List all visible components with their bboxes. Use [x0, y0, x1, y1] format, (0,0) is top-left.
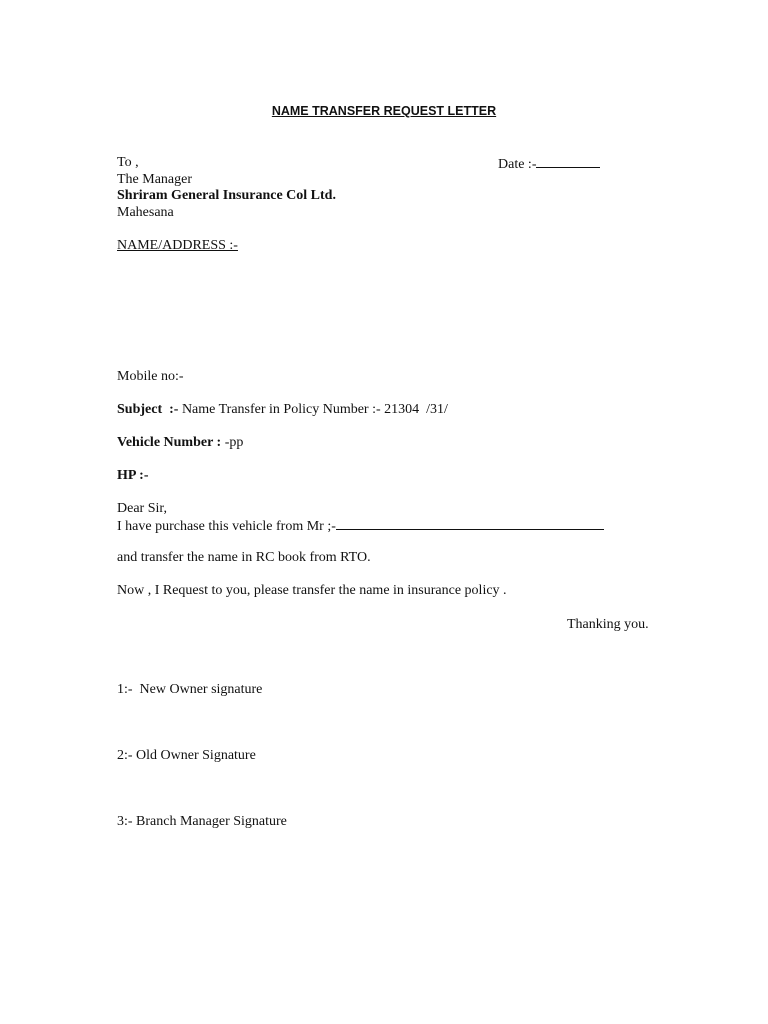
recipient-city: Mahesana: [117, 205, 174, 220]
hp-label: HP :-: [117, 468, 149, 483]
name-address-label: NAME/ADDRESS :-: [117, 238, 238, 253]
date-label: Date :-: [498, 157, 537, 172]
letter-title: NAME TRANSFER REQUEST LETTER: [271, 104, 497, 118]
recipient-company: Shriram General Insurance Col Ltd.: [117, 188, 336, 203]
rc-transfer-text: and transfer the name in RC book from RTO.: [117, 550, 371, 565]
subject-line: [117, 401, 448, 418]
salutation: Dear Sir,: [117, 501, 167, 516]
vehicle-number-value: -pp: [221, 435, 244, 450]
to-line: To ,: [117, 155, 139, 170]
request-text: Now , I Request to you, please transfer the name in insurance policy .: [117, 583, 507, 598]
recipient-title: The Manager: [117, 172, 193, 187]
branch-manager-signature-label: 3:- Branch Manager Signature: [117, 814, 287, 829]
seller-name-blank-line: [336, 516, 604, 530]
date-blank-line: [536, 154, 600, 168]
vehicle-number-label: Vehicle Number :: [117, 435, 222, 450]
mobile-label: Mobile no:-: [117, 369, 184, 384]
subject-label: Subject :-: [117, 402, 179, 417]
thanking-you: Thanking you.: [567, 617, 649, 632]
new-owner-signature-label: 1:- New Owner signature: [117, 682, 263, 697]
old-owner-signature-label: 2:- Old Owner Signature: [117, 748, 256, 763]
purchase-text: I have purchase this vehicle from Mr ;-: [117, 519, 336, 534]
subject-text: Name Transfer in Policy Number :- 21304 /31/: [178, 402, 448, 417]
purchase-line: [117, 516, 604, 535]
date-field: [498, 154, 600, 173]
vehicle-number-line: [117, 434, 243, 451]
